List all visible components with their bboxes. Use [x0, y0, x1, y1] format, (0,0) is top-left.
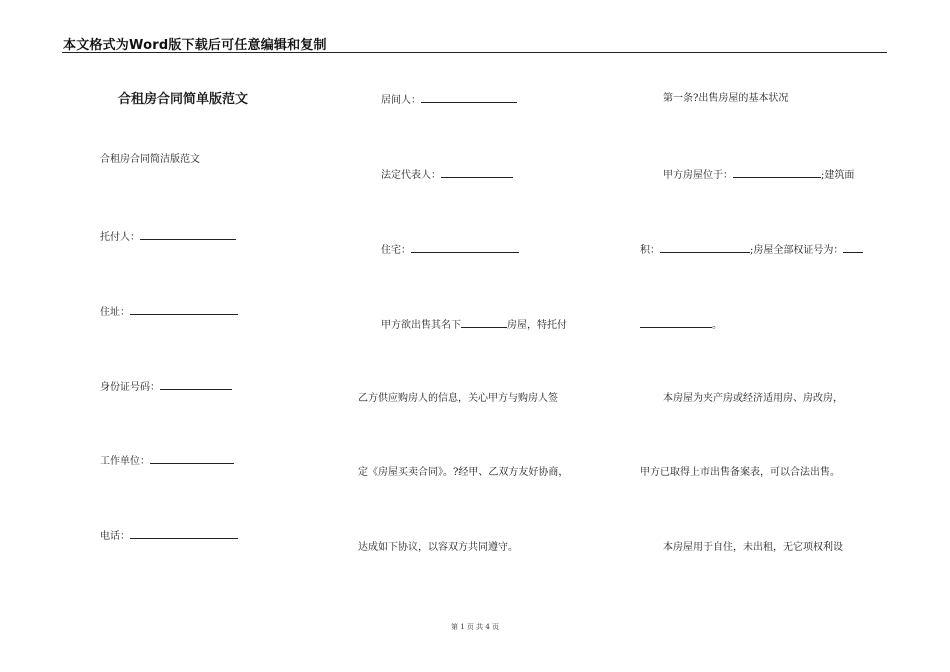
property-filing-line: 甲方已取得上市出售备案表，可以合法出售。 — [640, 467, 840, 478]
address-field — [100, 305, 238, 319]
area-label: ;建筑面 — [821, 170, 855, 181]
phone-field — [100, 529, 238, 543]
cert-blank-continued — [640, 318, 712, 328]
property-type-line: 本房屋为夹产房或经济适用房、房改房， — [663, 393, 843, 404]
sell-intent-prefix: 甲方欲出售其名下 — [381, 320, 461, 331]
phone-label: 电话： — [100, 531, 130, 542]
sell-intent-suffix: 房屋，特托付 — [507, 320, 567, 331]
article-1-heading: 第一条?出售房屋的基本状况 — [663, 93, 789, 104]
client-blank — [140, 230, 236, 240]
area-prefix: 积： — [640, 245, 660, 256]
work-label: 工作单位： — [100, 456, 150, 467]
work-blank — [150, 454, 234, 464]
cert-label: ;房屋全部权证号为： — [750, 245, 844, 256]
legal-rep-label: 法定代表人： — [381, 170, 441, 181]
document-header: 本文格式为Word版下载后可任意编辑和复制 — [63, 38, 327, 53]
id-blank — [160, 380, 232, 390]
location-field — [663, 168, 854, 182]
location-label: 甲方房屋位于： — [663, 170, 733, 181]
paragraph-line-4: 达成如下协议，以容双方共同遵守。 — [358, 542, 518, 553]
area-blank — [660, 243, 750, 253]
phone-blank — [130, 529, 238, 539]
paragraph-line-2: 乙方供应购房人的信息，关心甲方与购房人签 — [358, 393, 558, 404]
id-field — [100, 380, 232, 394]
address-blank — [130, 305, 238, 315]
property-use-line: 本房屋用于自住，未出租，无它项权利设 — [663, 542, 843, 553]
cert-period: 。 — [712, 320, 722, 331]
agent-blank — [421, 93, 517, 103]
legal-rep-blank — [441, 168, 513, 178]
document-title: 合租房合同简单版范文 — [118, 92, 249, 107]
residence-blank — [411, 243, 519, 253]
area-cert-field — [640, 243, 863, 257]
address-label: 住址： — [100, 307, 130, 318]
cert-continuation — [640, 318, 722, 332]
agent-field — [381, 93, 517, 107]
header-divider — [62, 52, 887, 53]
location-blank — [733, 168, 821, 178]
page-number: 第 1 页 共 4 页 — [450, 623, 500, 631]
residence-label: 住宅： — [381, 245, 411, 256]
document-subtitle: 合租房合同简洁版范文 — [100, 154, 200, 165]
legal-rep-field — [381, 168, 513, 182]
work-field — [100, 454, 234, 468]
client-field — [100, 230, 236, 244]
paragraph-sell-intent — [381, 318, 567, 332]
property-name-blank — [461, 318, 507, 328]
agent-label: 居间人： — [381, 95, 421, 106]
id-label: 身份证号码： — [100, 382, 160, 393]
residence-field — [381, 243, 519, 257]
paragraph-line-3: 定《房屋买卖合同》。?经甲、乙双方友好协商， — [358, 467, 569, 478]
cert-blank — [843, 243, 863, 253]
client-label: 托付人： — [100, 232, 140, 243]
